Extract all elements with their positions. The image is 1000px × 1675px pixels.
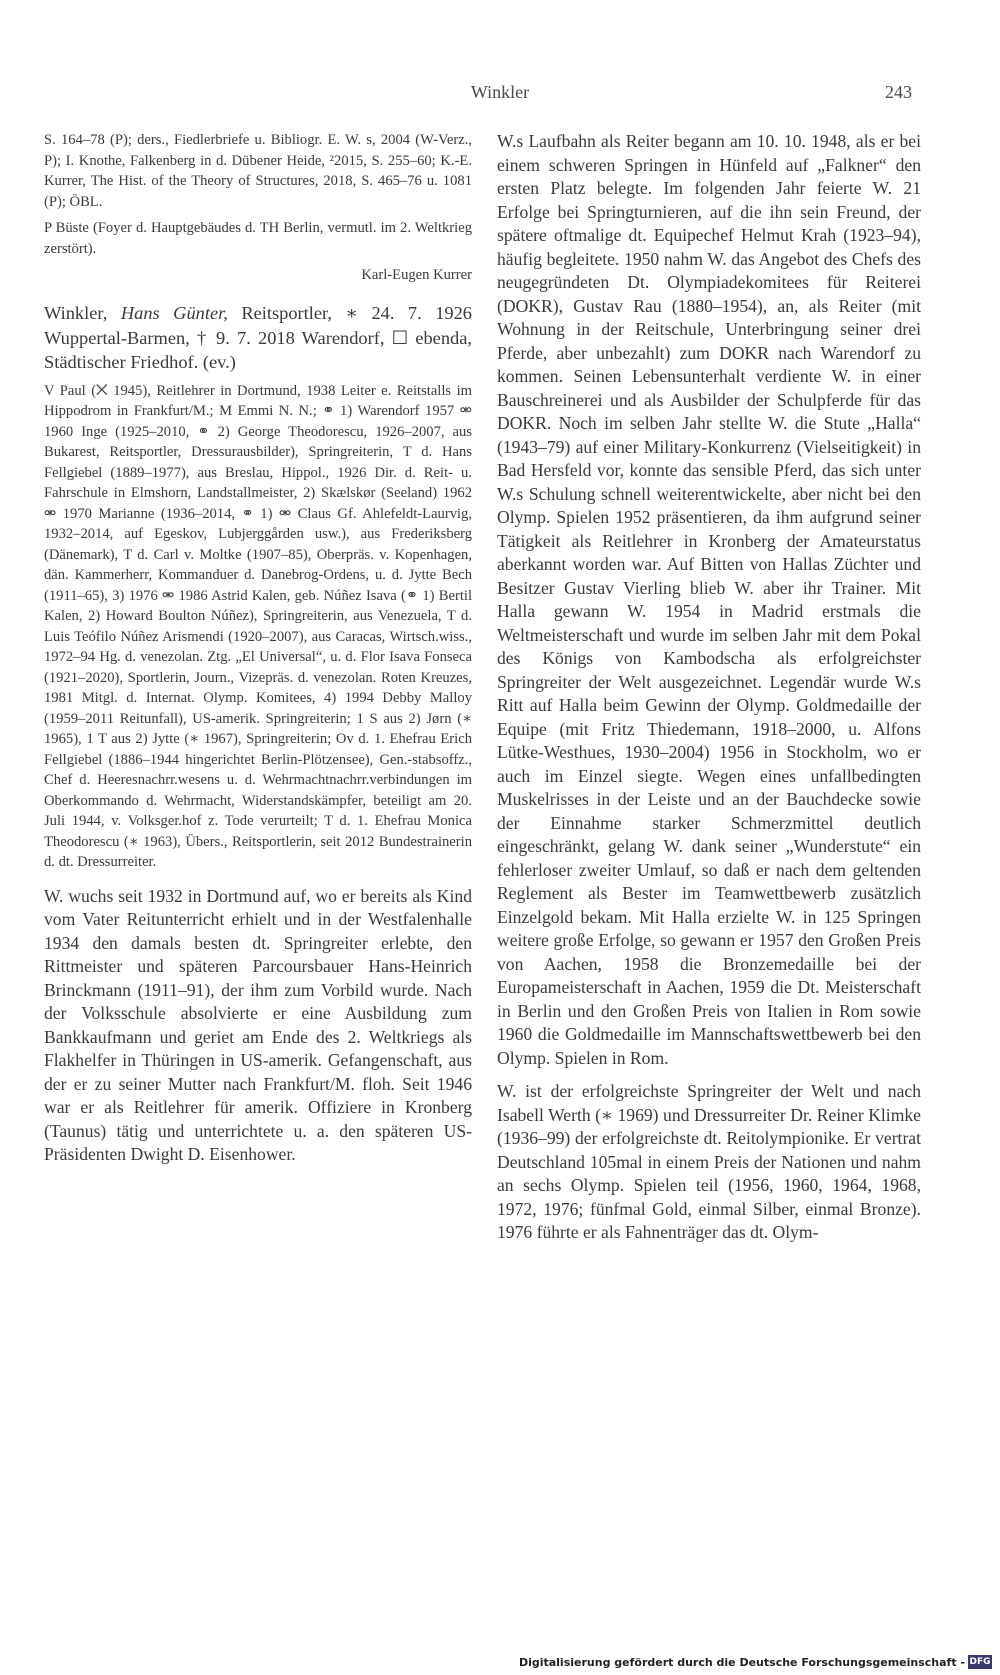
body-paragraph: W.s Laufbahn als Reiter begann am 10. 10. 1948, als er bei einem schweren Springen in Hünfeld auf „Falkner“ den ersten Platz belegte. Im folgenden Jahr feierte W. 21 Erfolge bei Springturnieren, auf die ihn sein Freund, der spätere oftmalige dt. Equipechef Helmut Krah (1923–94), häufig begleitete. 1950 nahm W. das Angebot des Chefs des neugegründeten Dt. Olympiadekomitees für Reiterei (DOKR), Gustav Rau (1880–1954), an, als Reiter (mit Wohnung in der Reitschule, Unterbringung seiner drei Pferde, aber unbezahlt) zum DOKR nach Warendorf zu kommen. Seinen Lebensunterhalt verdiente W. in einer Bauschreinerei und als Ausbilder der Schulpferde für das DOKR. Noch im selben Jahr stellte W. die Stute „Halla“ (1943–79) auf einer Military-Konkurrenz (Vielseitigkeit) in Bad Hersfeld vor, konnte das sensible Pferd, das sich unter W.s Schulung schnell weiterentwickelte, aber nicht bei den Olymp. Spielen 1952 präsentieren, da ihm aufgrund seiner Tätigkeit als Reitlehrer in Kronberg der Amateurstatus aberkannt worden war. Auf Bitten von Hallas Züchter und Besitzer Gustav Vierling blieb W. aber ihr Trainer. Mit Halla gewann W. 1954 in Madrid erstmals die Weltmeisterschaft und wurde im selben Jahr mit dem Pokal des Königs von Kambodscha als erfolgreichster Springreiter der Welt ausgezeichnet. Legendär wurde W.s Ritt auf Halla beim Gewinn der Olymp. Goldmedaille der Equipe (mit Fritz Thiedemann, 1918–2000, u. Alfons Lütke-Westhues, 1930–2004) 1956 in Stockholm, wo er auch im Einzel siegte. Wegen eines unfallbedingten Muskelrisses in der Leiste und an der Bauchdecke sowie der Einnahme starker Schmerzmittel deutlich eingeschränkt, gelang W. dank seiner „Wunderstute“ ein fehlerloser zweiter Umlauf, so daß er nach dem geltenden Reglement als Bester im Teamwettbewerb zusätzlich Einzelgold bekam. Mit Halla erzielte W. in 125 Springen weitere große Erfolge, so gewann er 1957 den Großen Preis von Aachen, 1958 die Bronzemedaille bei der Europameisterschaft in Aachen, 1959 die Dt. Meisterschaft in Berlin und den Großen Preis von Italien in Rom sowie 1960 die Goldmedaille im Mannschaftswettbewerb bei den Olymp. Spielen in Rom. — [497, 131, 921, 1068]
right-column — [497, 130, 921, 1245]
dfg-logo-icon: DFG — [969, 1657, 991, 1667]
article-author: Karl-Eugen Kurrer — [361, 267, 472, 283]
digitization-credit — [519, 1655, 992, 1669]
bibliography-text: S. 164–78 (P); ders., Fiedlerbriefe u. Bibliogr. E. W. s, 2004 (W-Verz., P); I. Knothe, Falkenberg in d. Dübener Heide, ²2015, S. 255–60; K.-E. Kurrer, The Hist. of the Theory of Structures, 2018, S. 465–76 u. 1081 (P); ÖBL. — [44, 132, 472, 210]
credit-text: Digitalisierung gefördert durch die Deutsche Forschungsgemeinschaft - — [518, 1655, 965, 1669]
body-paragraph: W. ist der erfolgreichste Springreiter der Welt und nach Isabell Werth (∗ 1969) und Dressurreiter Dr. Reiner Klimke (1936–99) der erfolgreichste dt. Reitolympionike. Er vertrat Deutschland 105mal in einem Preis der Nationen und nahm an sechs Olymp. Spielen teil (1956, 1960, 1964, 1968, 1972, 1976; fünfmal Gold, einmal Silber, einmal Bronze). 1976 führte er als Fahnenträger das dt. Olym- — [497, 1081, 921, 1242]
entry-headline — [44, 301, 472, 375]
portraits-text: P Büste (Foyer d. Hauptgebäudes d. TH Berlin, vermutl. im 2. Weltkrieg zerstört). — [44, 220, 472, 257]
entry-given-names: Hans Günter, — [120, 303, 228, 323]
left-column — [44, 130, 472, 1167]
running-title: Winkler — [470, 82, 530, 102]
genealogy-text: V Paul (⨉ 1945), Reitlehrer in Dortmund, 1938 Leiter e. Reitstalls im Hippodrom in Frankfurt/M.; M Emmi N. N.; ⚭ 1) Warendorf 1957 ⚮ 1960 Inge (1925–2010, ⚭ 2) George Theodorescu, 1926–2007, aus Bukarest, Reitsportler, Dressurausbilder), Springreiterin, T d. Hans Fellgiebel (1889–1977), aus Breslau, Hippol., 1926 Dir. d. Reit- u. Fahrschule in Elmshorn, Landstallmeister, 2) Skælskør (Seeland) 1962 ⚮ 1970 Marianne (1936–2014, ⚭ 1) ⚮ Claus Gf. Ahlefeldt-Laurvig, 1932–2014, auf Egeskov, Lubjerggården usw.), aus Frederiksberg (Dänemark), T d. Carl v. Moltke (1907–85), Oberpräs. v. Kopenhagen, dän. Kammerherr, Kommanduer d. Danebrog-Ordens, u. d. Jytte Bech (1911–65), 3) 1976 ⚮ 1986 Astrid Kalen, geb. Núñez Isava (⚭ 1) Bertil Kalen, 2) Howard Boulton Núñez), Springreiterin, aus Venezuela, T d. Luis Teófilo Núñez Arismendi (1920–2007), aus Caracas, Wirtsch.wiss., 1972–94 Hg. d. venezolan. Ztg. „El Universal“, u. d. Flor Isava Fonseca (1921–2020), Sportlerin, Journ., Vizepräs. d. venezolan. Roten Kreuzes, 1981 Mitgl. d. Internat. Olymp. Komitees, 4) 1994 Debby Malloy (1959–2011 Reitunfall), US-amerik. Springreiterin; 1 S aus 2) Jørn (∗ 1965), 1 T aus 2) Jytte (∗ 1967), Springreiterin; Ov d. 1. Ehefrau Erich Fellgiebel (1886–1944 hingerichtet Berlin-Plötzensee), Gen.-stabsoffz., Chef d. Heeresnachrr.wesens u. d. Wehrmachtnachrr.verbindungen im Oberkommando d. Wehrmacht, Widerstandskämpfer, beteiligt am 20. Juli 1944, v. Volksger.hof z. Tode verurteilt; T d. 1. Ehefrau Monica Theodorescu (∗ 1963), Übers., Reitsportlerin, seit 2012 Bundestrainerin d. dt. Dressurreiter. — [44, 382, 472, 870]
body-paragraph: W. wuchs seit 1932 in Dortmund auf, wo er bereits als Kind vom Vater Reitunterricht erhielt und in der Westfalenhalle 1934 den damals besten dt. Springreiter erlebte, den Rittmeister und späteren Parcoursbauer Hans-Heinrich Brinckmann (1911–91), der ihm zum Vorbild wurde. Nach der Volksschule absolvierte er eine Ausbildung zum Bankkaufmann und geriet am Ende des 2. Weltkriegs als Flakhelfer in Thüringen in US-amerik. Gefangenschaft, aus der er zu seiner Mutter nach Frankfurt/M. floh. Seit 1946 war er als Reitlehrer für amerik. Offiziere in Kronberg (Taunus) tätig und unterrichtete u. a. den späteren US-Präsidenten Dwight D. Eisenhower. — [44, 885, 472, 1164]
entry-surname: Winkler, — [44, 303, 108, 323]
entry-life-data: Reitsportler, ∗ 24. 7. 1926 Wuppertal-Barmen, † 9. 7. 2018 Warendorf, ☐ ebenda, Städtischer Friedhof. (ev.) — [44, 303, 472, 372]
page-number: 243 — [885, 82, 912, 102]
